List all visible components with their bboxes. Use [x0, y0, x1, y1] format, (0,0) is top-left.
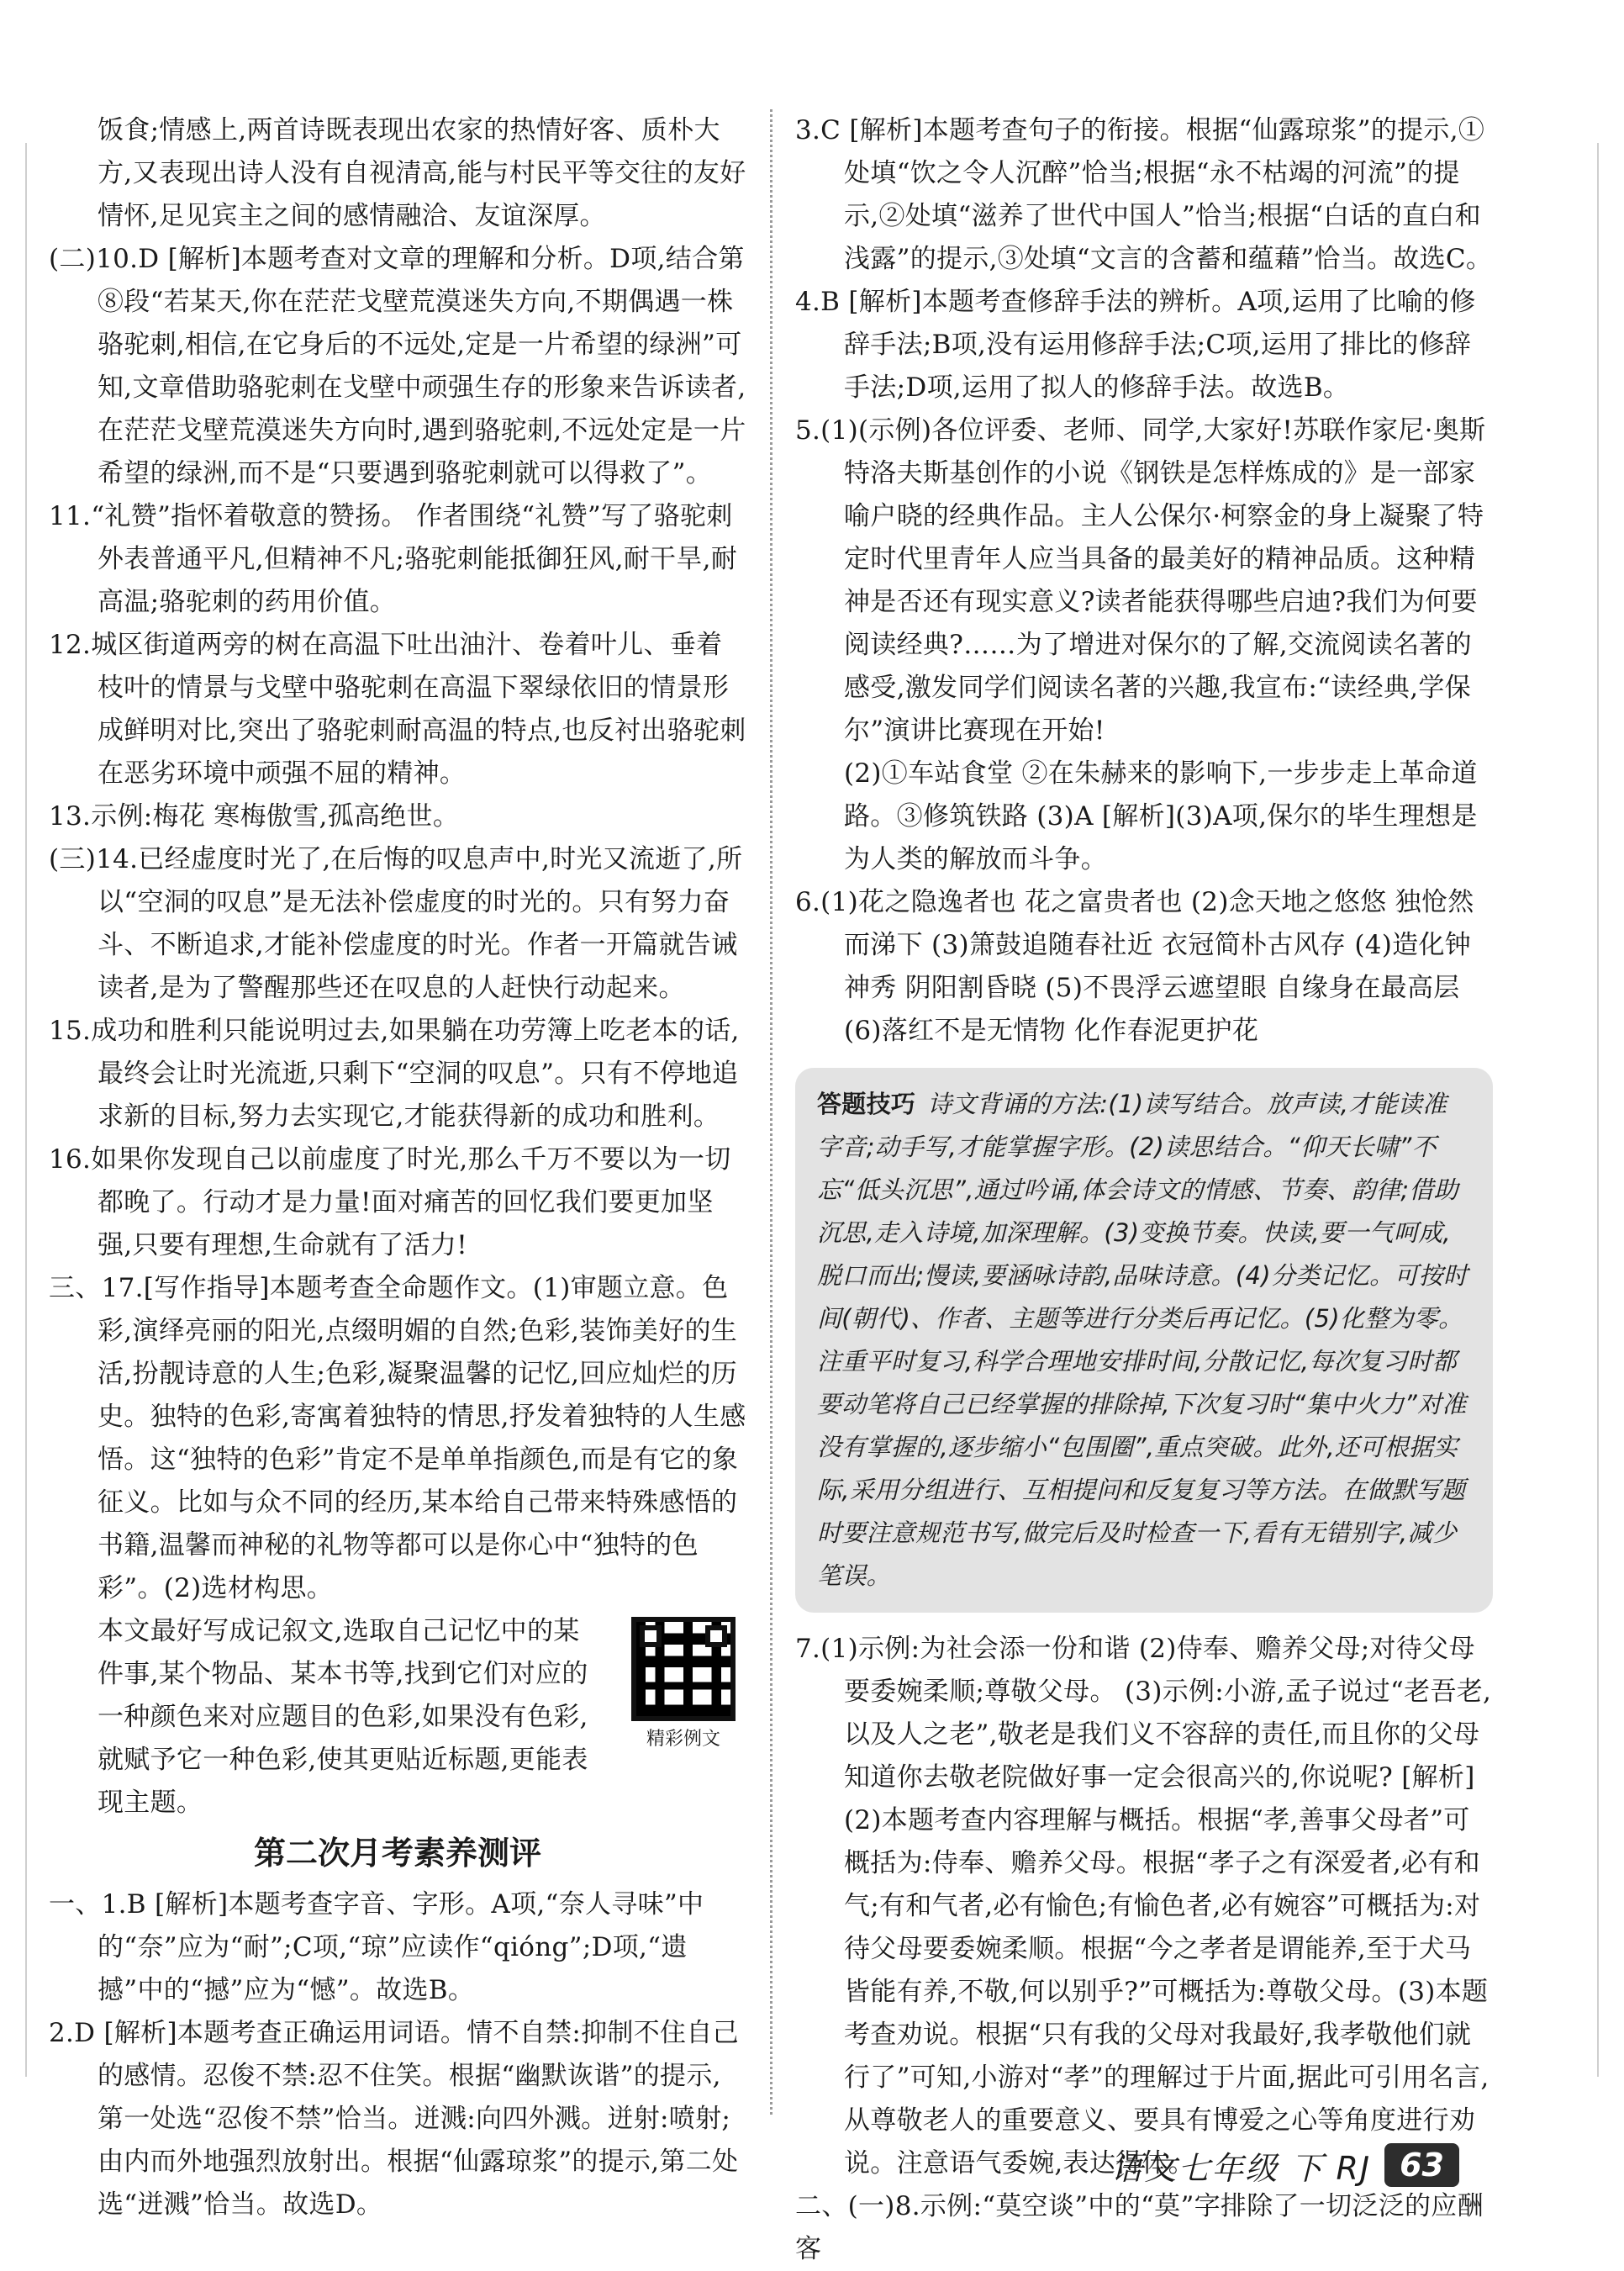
- page-footer: [1110, 2136, 1459, 2194]
- tip-label: 答题技巧: [817, 1090, 916, 1118]
- answer-paragraph: 一、1.B [解析]本题考查字音、字形。A项,“奈人寻味”中的“奈”应为“耐”;C项,“琼”应读作“qióng”;D项,“遗撼”中的“撼”应为“憾”。故选B。: [49, 1889, 704, 2005]
- qr-code-icon[interactable]: [631, 1617, 736, 1721]
- qr-block: [49, 1610, 746, 1825]
- footer-subject: 语文七年级 下 RJ: [1110, 2149, 1372, 2187]
- left-column: [49, 109, 746, 2226]
- section-title: 第二次月考素养测评: [253, 1835, 541, 1872]
- answer-paragraph: (三)14.已经虚度时光了,在后悔的叹息声中,时光又流逝了,所以“空洞的叹息”是无法补偿虚度的时光的。只有努力奋斗、不断追求,才能补偿虚度的时光。作者一开篇就告诫读者,是为了警醒那些还在叹息的人赶快行动起来。: [49, 844, 743, 1003]
- answer-paragraph: 16.如果你发现自己以前虚度了时光,那么千万不要以为一切都晚了。行动才是力量!面对痛苦的回忆我们要更加坚强,只要有理想,生命就有了活力!: [49, 1144, 731, 1260]
- answer-paragraph: 11.“礼赞”指怀着敬意的赞扬。 作者围绕“礼赞”写了骆驼刺外表普通平凡,但精神不凡;骆驼刺能抵御狂风,耐干旱,耐高温;骆驼刺的药用价值。: [49, 501, 738, 617]
- answer-paragraph: (二)10.D [解析]本题考查对文章的理解和分析。D项,结合第⑧段“若某天,你在茫茫戈壁荒漠迷失方向,不期偶遇一株骆驼刺,相信,在它身后的不远处,定是一片希望的绿洲”可知,文章借助骆驼刺在戈壁中顽强生存的形象来告诉读者,在茫茫戈壁荒漠迷失方向时,遇到骆驼刺,不远处定是一片希望的绿洲,而不是“只要遇到骆驼刺就可以得救了”。: [49, 244, 746, 489]
- answer-paragraph: 15.成功和胜利只能说明过去,如果躺在功劳簿上吃老本的话,最终会让时光流逝,只剩下“空洞的叹息”。只有不停地追求新的目标,努力去实现它,才能获得新的成功和胜利。: [49, 1016, 740, 1132]
- answer-paragraph: 6.(1)花之隐逸者也 花之富贵者也 (2)念天地之悠悠 独怆然而涕下 (3)箫鼓追随春社近 衣冠简朴古风存 (4)造化钟神秀 阴阳割昏晓 (5)不畏浮云遮望眼 自缘身在最高层 (6)落红不是无情物 化作春泥更护花: [795, 887, 1474, 1046]
- right-margin-line: [1597, 143, 1599, 2077]
- tip-text: 诗文背诵的方法:(1)读写结合。放声读,才能读准字音;动手写,才能掌握字形。(2)读思结合。“仰天长啸”不忘“低头沉思”,通过吟诵,体会诗文的情感、节奏、韵律;借助沉思,走入诗境,加深理解。(3)变换节奏。快读,要一气呵成,脱口而出;慢读,要涵咏诗韵,品味诗意。(4)分类记忆。可按时间(朝代)、作者、主题等进行分类后再记忆。(5)化整为零。注重平时复习,科学合理地安排时间,分散记忆,每次复习时都要动笔将自己已经掌握的排除掉,下次复习时“集中火力”对准没有掌握的,逐步缩小“包围圈”,重点突破。此外,还可根据实际,采用分组进行、互相提问和反复复习等方法。在做默写题时要注意规范书写,做完后及时检查一下,看有无错别字,减少笔误。: [817, 1090, 1468, 1590]
- answer-paragraph: 13.示例:梅花 寒梅傲雪,孤高绝世。: [49, 801, 460, 832]
- tip-box: [795, 1068, 1493, 1613]
- qr-paragraph: 本文最好写成记叙文,选取自己记忆中的某件事,某个物品、某本书等,找到它们对应的一种颜色来对应题目的色彩,如果没有色彩,就赋予它一种色彩,使其更贴近标题,更能表现主题。: [98, 1616, 588, 1818]
- answer-paragraph: 3.C [解析]本题考查句子的衔接。根据“仙露琼浆”的提示,①处填“饮之令人沉醉”恰当;根据“永不枯竭的河流”的提示,②处填“滋养了世代中国人”恰当;根据“白话的直白和浅露”的提示,③处填“文言的含蓄和蕴藉”恰当。故选C。: [795, 115, 1493, 274]
- right-column: [795, 109, 1493, 2271]
- answer-paragraph: 5.(1)(示例)各位评委、老师、同学,大家好!苏联作家尼·奥斯特洛夫斯基创作的小说《钢铁是怎样炼成的》是一部家喻户晓的经典作品。主人公保尔·柯察金的身上凝聚了特定时代里青年人应当具备的最美好的精神品质。这种精神是否还有现实意义?读者能获得哪些启迪?我们为何要阅读经典?……为了增进对保尔的了解,交流阅读名著的感受,激发同学们阅读名著的兴趣,我宣布:“读经典,学保尔”演讲比赛现在开始!: [795, 415, 1486, 746]
- column-divider: [770, 109, 772, 2115]
- page-number: 63: [1384, 2143, 1459, 2187]
- answer-paragraph: 2.D [解析]本题考查正确运用词语。情不自禁:抑制不住自己的感情。忍俊不禁:忍不住笑。根据“幽默诙谐”的提示,第一处选“忍俊不禁”恰当。迸溅:向四外溅。迸射:喷射;由内而外地强烈放射出。根据“仙露琼浆”的提示,第二处选“迸溅”恰当。故选D。: [49, 2018, 739, 2220]
- answer-paragraph: 三、17.[写作指导]本题考查全命题作文。(1)审题立意。色彩,演绎亮丽的阳光,点缀明媚的自然;色彩,装饰美好的生活,扮靓诗意的人生;色彩,凝聚温馨的记忆,回应灿烂的历史。独特的色彩,寄寓着独特的情思,抒发着独特的人生感悟。这“独特的色彩”肯定不是单单指颜色,而是有它的象征义。比如与众不同的经历,某本给自己带来特殊感悟的书籍,温馨而神秘的礼物等都可以是你心中“独特的色彩”。(2)选材构思。: [49, 1273, 746, 1603]
- qr-label: 精彩例文: [646, 1729, 720, 1750]
- answer-paragraph: (2)①车站食堂 ②在朱赫来的影响下,一步步走上革命道路。③修筑铁路 (3)A [解析](3)A项,保尔的毕生理想是为人类的解放而斗争。: [844, 758, 1478, 874]
- answer-paragraph: 4.B [解析]本题考查修辞手法的辨析。A项,运用了比喻的修辞手法;B项,没有运用修辞手法;C项,运用了排比的修辞手法;D项,运用了拟人的修辞手法。故选B。: [795, 287, 1476, 403]
- answer-paragraph: 12.城区街道两旁的树在高温下吐出油汁、卷着叶儿、垂着枝叶的情景与戈壁中骆驼刺在高温下翠绿依旧的情景形成鲜明对比,突出了骆驼刺耐高温的特点,也反衬出骆驼刺在恶劣环境中顽强不屈的精神。: [49, 630, 746, 789]
- answer-paragraph: 二、(一)8.示例:“莫空谈”中的“莫”字排除了一切泛泛的应酬客: [795, 2191, 1484, 2264]
- left-margin-line: [25, 143, 27, 2077]
- qr-code-wrap[interactable]: [620, 1617, 746, 1751]
- answer-paragraph: 7.(1)示例:为社会添一份和谐 (2)侍奉、赡养父母;对待父母要委婉柔顺;尊敬父母。 (3)示例:小游,孟子说过“老吾老,以及人之老”,敬老是我们义不容辞的责任,而且你的父母知道你去敬老院做好事一定会很高兴的,你说呢? [解析](2)本题考查内容理解与概括。根据“孝,善事父母者”可概括为:侍奉、赡养父母。根据“孝子之有深爱者,必有和气;有和气者,必有愉色;有愉色者,必有婉容”可概括为:对待父母要委婉柔顺。根据“今之孝者是谓能养,至于犬马皆能有养,不敬,何以别乎?”可概括为:尊敬父母。(3)本题考查劝说。根据“只有我的父母对我最好,我孝敬他们就行了”可知,小游对“孝”的理解过于片面,据此可引用名言,从尊敬老人的重要意义、要具有博爱之心等角度进行劝说。注意语气委婉,表达得体。: [795, 1634, 1492, 2179]
- answer-paragraph: 饭食;情感上,两首诗既表现出农家的热情好客、质朴大方,又表现出诗人没有自视清高,能与村民平等交往的友好情怀,足见宾主之间的感情融洽、友谊深厚。: [98, 115, 746, 231]
